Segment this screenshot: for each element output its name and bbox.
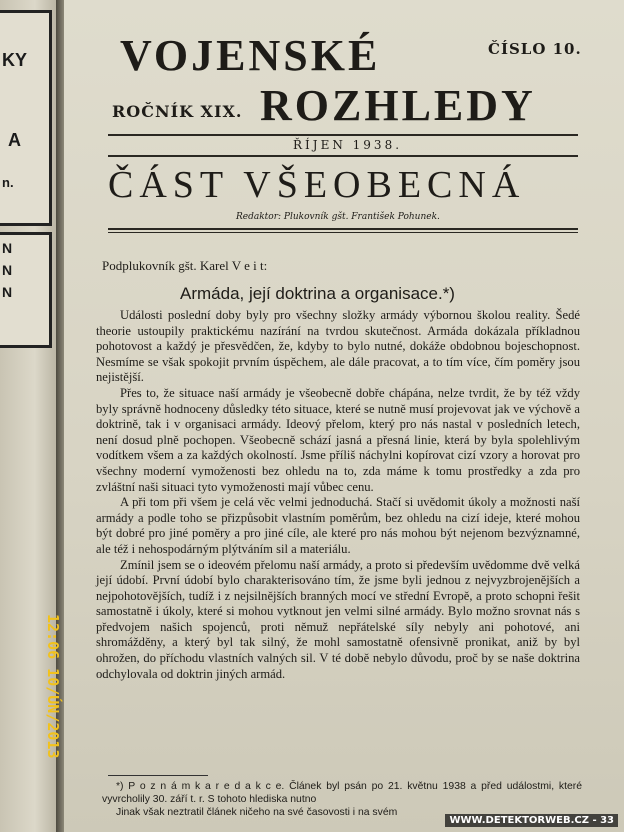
left-page-frame xyxy=(0,10,52,226)
masthead-volume: ROČNÍK XIX. xyxy=(112,102,243,121)
footnote-line: *) P o z n á m k a r e d a k c e. Článek byl psán po 21. květnu 1938 a před událostmi, které vyvrcholily 30. září t. r. S tohoto hlediska nutno xyxy=(102,781,582,805)
photo-timestamp-text: 12:06 10/ÚN/2013 xyxy=(44,614,62,759)
watermark: WWW.DETEKTORWEB.CZ - 33 xyxy=(445,814,618,827)
masthead-rule xyxy=(108,134,578,136)
left-page-fragment: N xyxy=(2,240,13,256)
left-page-fragment: n. xyxy=(2,175,14,190)
masthead-date: ŘÍJEN 1938. xyxy=(293,138,403,152)
article-author: Podplukovník gšt. Karel V e i t: xyxy=(102,258,268,273)
masthead-title-line1: VOJENSKÉ xyxy=(120,31,381,80)
journal-page xyxy=(64,0,624,832)
footnote-line: Jinak však neztratil článek ničeho na své časovosti i na svém xyxy=(116,807,398,818)
left-page-fragment: A xyxy=(8,130,21,150)
section-rule xyxy=(108,228,578,230)
left-page-fragment: KY xyxy=(2,50,28,70)
masthead-rule xyxy=(108,155,578,157)
left-page-fragment: N xyxy=(2,284,13,300)
section-title: ČÁST VŠEOBECNÁ xyxy=(108,164,526,206)
left-page-fragment: N xyxy=(2,262,13,278)
section-rule xyxy=(108,232,578,233)
article-paragraph: Zmínil jsem se o ideovém přelomu naší armády, a proto si především uvědomme dvě velká její údobí. První údobí bylo charakterisováno tím, že jsme byli jednou z nejvyzbrojenějších a nejpohotovějších, tudíž i z nejsilnějších branných mocí ve střední Evropě, a proto schopni řešit samostatně i úkoly, které si mohou vytknout jen velmi silné armády. Bylo možno srovnat nás s předvojem našich spojenců, proti němuž nepřátelské síly nebyly ani pohotové, ani shromážděny, a který byl tak silný, že mohl samostatně ofensivně pronikat, aniž by byl ohrožen, do příchodu vlastních valných sil. V té době nebylo důvodu, proč by se naše doktrina odchylovala od doktrin jiných armád. xyxy=(96,557,580,681)
article-body xyxy=(96,308,580,682)
article-paragraph: Události poslední doby byly pro všechny složky armády výbornou školou reality. Šedé theorie ustoupily praktickému nazírání na tvrdou skutečnost. Armáda dokázala příkladnou pohotovost a každý je přesvědčen, že, kdyby to bylo nutné, dokáže obdobnou bojeschopnost. Nesmíme se však spokojit prvním úspěchem, ale dále pracovat, a to tím více, čím poměry jsou nejistější. xyxy=(96,308,580,385)
section-editor: Redaktor: Plukovník gšt. František Pohunek. xyxy=(236,212,440,222)
photo-timestamp xyxy=(44,614,74,784)
article-title: Armáda, její doktrina a organisace.*) xyxy=(180,284,455,303)
masthead-issue-number: ČÍSLO 10. xyxy=(488,40,582,58)
article-paragraph: Přes to, že situace naší armády je všeobecně dobře chápána, nelze tvrdit, že by též vždy byly správně hodnoceny důsledky této situace, které se nutně musí projevovat jak ve výchově a doktrině, tak i v organisaci armády. Ideový přelom, který pro nás nastal v posledních letech, není dosud plně pochopen. Všeobecně schází jasná a přesná linie, která by byla spolehlivým vodítkem všem a za každých okolností. Jsme příliš náchylni kopírovat cizí vzory a horovat pro všechny moderní vymoženosti bez ohledu na to, zda máme k tomu prostředky a zda pro zvláštní naši situaci tyto vymoženosti mají vůbec cenu. xyxy=(96,385,580,494)
footnote-rule xyxy=(108,775,208,776)
masthead-title-line2: ROZHLEDY xyxy=(260,81,536,130)
article-paragraph: A při tom při všem je celá věc velmi jednoduchá. Stačí si uvědomit úkoly a možnosti naší armády a podle toho se přizpůsobit vlastním poměrům, bez ohledu na cizí ideje, které mohou být dobré pro jiné poměry a pro jiné cíle, ale které pro nás mohou být nejenom bezvýznamné, ale též i nehospodárným plýtváním sil a materiálu. xyxy=(96,495,580,556)
